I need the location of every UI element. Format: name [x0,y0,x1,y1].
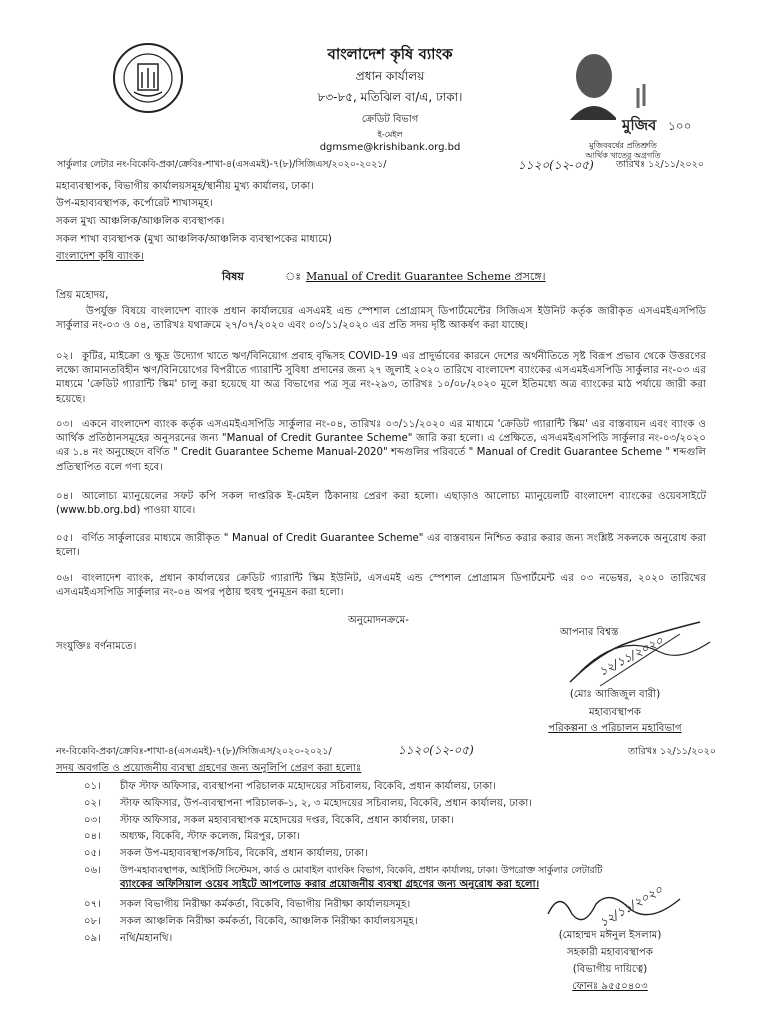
mujib-logo [556,48,692,148]
copy-item-number: ০৩। [84,815,101,826]
copy-item-number: ০৪। [84,831,101,842]
copy-item-text: অধ্যক্ষ, বিকেবি, স্টাফ কলেজ, মিরপুর, ঢাকা। [120,831,300,842]
subject-label: বিষয় [222,270,244,283]
copy-item-number: ০৬। [84,865,101,876]
office-address: ৮৩-৮৫, মতিঝিল বা/এ, ঢাকা। [317,90,463,104]
paragraph-number: ০৫। [56,533,73,544]
copy-item-text: সকল উপ-মহাব্যবস্থাপক/সচিব, বিকেবি, প্রধান কার্যালয়, ঢাকা। [120,848,368,859]
copy-item-text: স্টাফ অফিসার, সকল মহাব্যবস্থাপক মহোদয়ের দপ্তর, বিকেবি, প্রধান কার্যালয়, ঢাকা। [120,815,454,826]
copy-item-text: স্টাফ অফিসার, উপ-ব্যবস্থাপনা পরিচালক-১, ২, ৩ মহোদয়ের সচিবালয়, বিকেবি, প্রধান কার্যালয়, ঢাকা। [120,798,532,809]
copy-item-text: চীফ স্টাফ অফিসার, ব্যবস্থাপনা পরিচালক মহোদয়ের সচিবালয়, বিকেবি, প্রধান কার্যালয়, ঢাকা। [120,781,496,792]
signatory-name: (মোঃ আজিজুল বারী) [569,689,661,700]
copy-item-text-continued: ব্যাংকের অফিসিয়াল ওয়েব সাইটে আপলোড করার প্রয়োজনীয় ব্যবস্থা গ্রহণের জন্য অনুরোধ করা হলো। [120,879,540,890]
paragraph-number: ০৪। [56,491,73,502]
copy-item-text: উপ-মহাব্যবস্থাপক, আইসিটি সিস্টেমস, কার্ড ও মোবাইল ব্যাংকিং বিভাগ, বিকেবি, প্রধান কার্যালয়, ঢাকা। উপরোক্ত সার্কুলার লেটারটি [120,865,603,876]
copy-ref-number: নং-বিকেবি-প্রকা/ক্রেবিঃ-শাখা-৪(এসএমই)-৭(৮)/সিজিএস/২০২০-২০২১/ [56,746,332,757]
recipient-line: মহাব্যবস্থাপক, বিভাগীয় কার্যালয়সমূহ/স্থানীয় মুখ্য কার্যালয়, ঢাকা। [56,181,314,192]
recipient-line: উপ-মহাব্যবস্থাপক, কর্পোরেট শাখাসমূহ। [56,198,213,209]
copy-item-number: ০১। [84,781,101,792]
recipient-line: সকল মুখ্য আঞ্চলিক/আঞ্চলিক ব্যবস্থাপক। [56,216,225,227]
signature-date-scribble: ১২/১১/২০২০ [596,633,666,679]
second-signatory-name: (মোহাম্মদ মঈনুল ইসলাম) [558,930,662,941]
closing-text: আপনার বিশ্বস্ত [560,627,619,638]
recipient-line: সকল শাখা ব্যবস্থাপক (মুখ্য আঞ্চলিক/আঞ্চলিক ব্যবস্থাপকের মাধ্যমে) [56,234,332,245]
copy-item-text: নথি/মহানথি। [120,933,173,944]
second-signatory-phone: ফোনঃ ৯৫৫০৪০৩ [572,981,648,992]
intro-text: উপর্যুক্ত বিষয়ে বাংলাদেশ ব্যাংক প্রধান কার্যালয়ের এসএমই এন্ড স্পেশাল প্রোগ্রামস্ ডিপার্টমেন্টের সিজিএস ইউনিট কর্তৃক জারীকৃত এসএমইএসপিডি সার্কুলার নং-০৩ ও ০৪, তারিখঃ যথাক্রমে ২৭/০৭/২০২০ এবং ০৩/১১/২০২০ এর প্রতি সদয় দৃষ্টি আকর্ষণ করা যাচ্ছে। [56,306,706,332]
department-name: ক্রেডিট বিভাগ [361,114,419,125]
copy-date: তারিখঃ ১২/১১/২০২০ [628,746,716,757]
mujib-caption-2: আর্থিক খাতের অগ্রগতি [585,151,661,160]
office-name: প্রধান কার্যালয় [355,69,425,83]
second-signatory-designation: সহকারী মহাব্যবস্থাপক [567,947,653,958]
copy-item-number: ০৯। [84,933,101,944]
paragraph-text: আলোচ্য ম্যানুয়েলের সফট কপি সকল দাপ্তরিক ই-মেইল ঠিকানায় প্রেরণ করা হলো। এছাড়াও আলোচ্য ম্যানুয়েলটি বাংলাদেশ ব্যাংকের ওয়েবসাইটে (www.bb.org.bd) পাওয়া যাবে। [56,491,706,517]
paragraph-03 [56,418,706,475]
email-address: dgmsme@krishibank.org.bd [319,142,461,153]
recipient-line: বাংলাদেশ কৃষি ব্যাংক। [56,251,144,262]
paragraph-text: একনে বাংলাদেশ ব্যাংক কর্তৃক এসএমইএসপিডি সার্কুলার নং-০৪, তারিখঃ ০৩/১১/২০২০ এর মাধ্যমে 'ক্রেডিট গ্যারান্টি স্কিম' এর বাস্তবায়ন এবং ব্যাংক ও আর্থিক প্রতিষ্ঠানসমূহের অনুসরনের জন্য "Manual of Credit Gurantee Scheme" জারি করা হলো। এ প্রেক্ষিতে, এসএমইএসপিডি সার্কুলার নং-০৩/২০২০ এর ১.৪ নং অনুচ্ছেদে বর্ণিত " Credit Guarantee Scheme Manual-2020" শব্দগুলির পরিবর্তে " Manual of Credit Guarantee Scheme " শব্দগুলি প্রতিস্থাপিত বলে গণ্য হবে। [56,419,706,473]
second-signatory-role: (বিভাগীয় দায়িত্বে) [572,964,648,975]
subject-text: Manual of Credit Guarantee Scheme প্রসঙ্গে। [306,270,546,283]
bank-name: বাংলাদেশ কৃষি ব্যাংক [327,45,453,63]
copy-item-number: ০২। [84,798,101,809]
salutation: প্রিয় মহোদয়, [56,290,109,301]
paragraph-06 [56,572,706,600]
copy-item-number: ০৫। [84,848,101,859]
paragraph-number: ০২। [56,351,73,362]
copy-handwritten-number: ১১২০(১২-০৫) [398,743,474,757]
paragraph-text: বাংলাদেশ ব্যাংক, প্রধান কার্যালয়ের ক্রেডিট গ্যারান্টি স্কিম ইউনিট, এসএমই এন্ড স্পেশাল প্রোগ্রামস ডিপার্টমেন্ট এর ০৩ নভেম্বর, ২০২০ তারিখের এসএমইএসপিডি সার্কুলার নং-০৪ অপর পৃষ্ঠায় হুবহু পুনমূদ্রন করা হলো। [56,573,706,599]
copy-item-text: সকল আঞ্চলিক নিরীক্ষা কর্মকর্তা, বিকেবি, আঞ্চলিক নিরীক্ষা কার্যালয়সমূহ। [120,916,418,927]
second-signature-date: ১২/১১/২০২০ [596,882,665,930]
bank-logo [112,42,184,114]
copy-item-text: সকল বিভাগীয় নিরীক্ষা কর্মকর্তা, বিকেবি, বিভাগীয় নিরীক্ষা কার্যালয়সমূহ। [120,899,411,910]
paragraph-number: ০৬। [56,573,73,584]
svg-text:১০০: ১০০ [668,119,692,133]
approval-note: অনুমোদনক্রমে- [348,615,409,626]
signatory-division: পরিকল্পনা ও পরিচালন মহাবিভাগ [548,723,682,734]
handwritten-memo-number: ১১২০(১২-০৫) [518,158,594,172]
subject-colon: ঃ [285,270,302,283]
circular-ref-number: সার্কুলার লেটার নং-বিকেবি-প্রকা/ক্রেবিঃ-শাখা-৪(এসএমই)-৭(৮)/সিজিএস/২০২০-২০২১/ [57,159,387,170]
paragraph-number: ০৩। [56,419,73,430]
paragraph-02 [56,350,706,407]
mujib-caption-1: মুজিববর্ষের প্রতিশ্রুতি [589,141,657,150]
copy-item-number: ০৭। [84,899,101,910]
paragraph-04 [56,490,706,518]
enclosure-note: সংযুক্তিঃ বর্ণনামতে। [56,641,137,652]
paragraph-text: কুটির, মাইক্রো ও ক্ষুদ্র উদ্যোগ খাতে ঋণ/বিনিয়োগ প্রবাহ বৃদ্ধিসহ COVID-19 এর প্রাদুর্ভাবের কারনে দেশের অর্থনীতিতে সৃষ্ট বিরূপ প্রভাব থেকে উত্তরণের লক্ষ্যে জামানতবিহীন ঋণ/বিনিয়োগের বিপরীতে গ্যারান্টি সুবিধা প্রদানের জন্য ২৭ জুলাই ২০২০ তারিখে বাংলাদেশ ব্যাংকের এসএমইএসপিডি সার্কুলার নং-০৩ এর মাধ্যমে 'ক্রেডিট গ্যারান্টি স্কিম' চালু করা হয়েছে যা অত্র বিভাগের পত্র সূত্র নং-২৯৩, তারিখঃ ১০/০৮/২০২০ মূলে ইতিমধ্যে অত্র ব্যাংকের মাঠ পর্যায়ে জারী করা হয়েছে। [56,351,706,405]
svg-text:মুজিব: মুজিব [622,116,657,134]
email-label: ই-মেইল [377,130,403,139]
paragraph-text: বর্ণিত সার্কুলারের মাধ্যমে জারীকৃত " Manual of Credit Guarantee Scheme" এর বাস্তবায়ন নিশ্চিত করার করার জন্য সংশ্লিষ্ট সকলকে অনুরোধ করা হলো। [56,533,706,559]
circular-date: তারিখঃ ১২/১১/২০২০ [616,159,704,170]
copy-item-number: ০৮। [84,916,101,927]
paragraph-05 [56,532,706,560]
signatory-designation: মহাব্যবস্থাপক [589,707,641,718]
copy-intro: সদয় অবগতি ও প্রয়োজনীয় ব্যবস্থা গ্রহণের জন্য অনুলিপি প্রেরণ করা হলোঃ [56,763,362,774]
intro-paragraph [56,305,706,333]
